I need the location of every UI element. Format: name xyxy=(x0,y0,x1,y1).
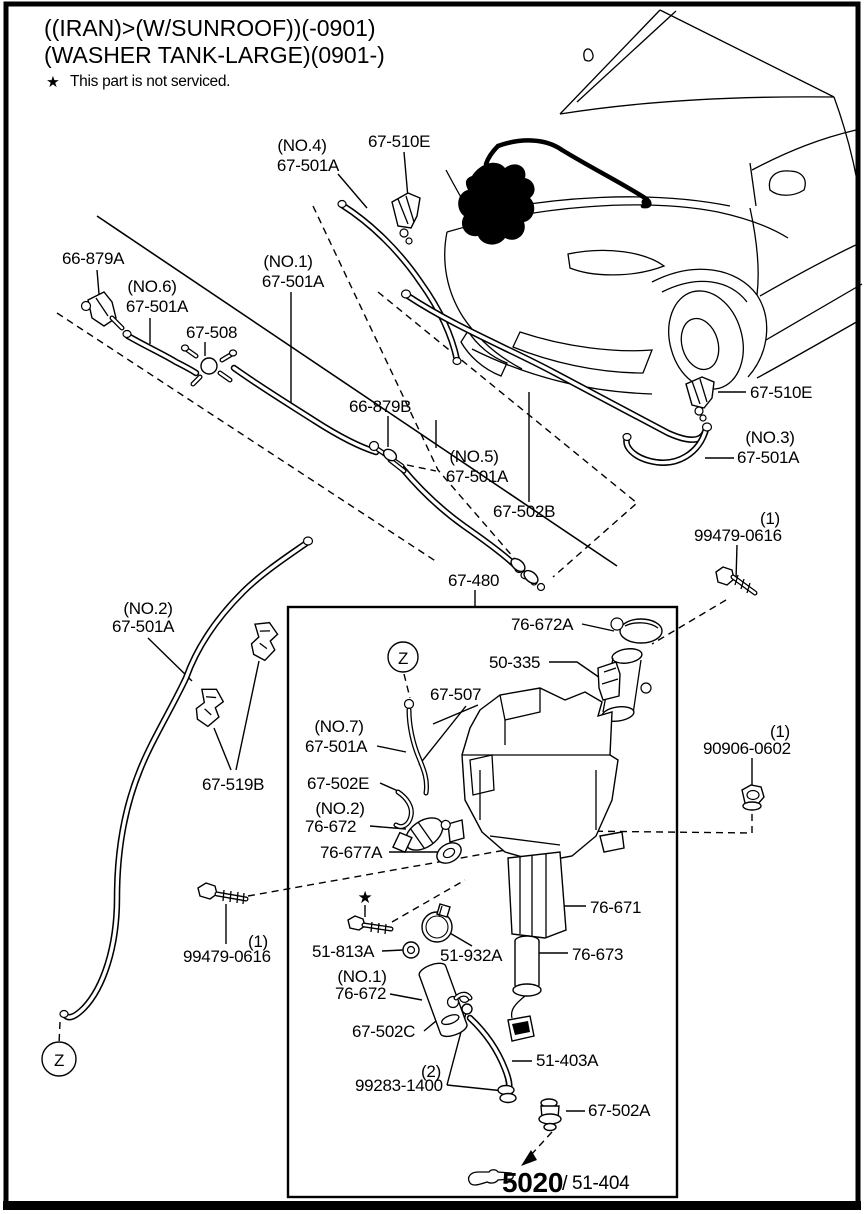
filter-76-673 xyxy=(508,936,541,1041)
label-66-879B: 66-879B xyxy=(349,397,412,416)
washer-components-highlight xyxy=(458,163,534,245)
zone-marker-top xyxy=(388,642,418,672)
label-pump2-qual: (NO.2) xyxy=(315,799,365,818)
label-no4-part: 67-501A xyxy=(276,156,340,175)
label-pump1-part: 76-672 xyxy=(335,984,387,1003)
tank-lower-76-671 xyxy=(508,852,566,938)
label-nozzle-right: 67-510E xyxy=(750,383,813,402)
label-bolt-top-part: 99479-0616 xyxy=(694,526,782,545)
label-66-879A: 66-879A xyxy=(62,249,125,268)
label-bolt-top-qty: (1) xyxy=(760,509,780,528)
side-mirror xyxy=(769,171,805,195)
page-separator: / xyxy=(562,1173,568,1195)
label-76-673: 76-673 xyxy=(572,945,624,964)
label-67-507: 67-507 xyxy=(430,685,482,704)
label-bolt-left-part: 99479-0616 xyxy=(183,947,271,966)
not-serviced-note: This part is not serviced. xyxy=(70,73,231,90)
label-nut-qty: (1) xyxy=(770,722,790,741)
label-no1-qual: (NO.1) xyxy=(263,252,313,271)
label-no7-part: 67-501A xyxy=(305,737,368,756)
hose-51-403A xyxy=(470,1018,509,1091)
label-nut-part: 90906-0602 xyxy=(703,739,791,758)
joint-67-508 xyxy=(182,345,237,384)
label-clamp-qty: (2) xyxy=(421,1062,441,1081)
label-no6-part: 67-501A xyxy=(125,297,189,316)
label-50-335: 50-335 xyxy=(489,653,541,672)
clip-67-519B-2 xyxy=(193,685,227,728)
label-pump1-qual: (NO.1) xyxy=(337,967,387,986)
grommet-76-677A xyxy=(433,839,465,868)
clamp-99283-2 xyxy=(498,1086,516,1103)
check-valve-66-879A xyxy=(82,292,123,328)
label-pump2-part: 76-672 xyxy=(305,817,357,836)
label-67-502B: 67-502B xyxy=(493,502,556,521)
hose-cowl-main xyxy=(402,290,707,440)
elbow-67-502E xyxy=(396,792,411,827)
diagram-header xyxy=(44,15,385,91)
tank-body xyxy=(448,688,624,862)
bolt-99479-0616-top xyxy=(716,567,755,593)
flow-arrow xyxy=(521,1132,552,1166)
bracket-50-335 xyxy=(598,662,620,700)
zone-letter-bottom: Z xyxy=(53,1051,65,1070)
clamp-51-932A xyxy=(422,904,452,942)
page-number: 5020 xyxy=(502,1167,564,1198)
label-no3-qual: (NO.3) xyxy=(745,428,795,447)
label-67-502A: 67-502A xyxy=(588,1101,651,1120)
label-no4-qual: (NO.4) xyxy=(277,136,327,155)
zone-letter-top: Z xyxy=(397,649,409,668)
not-serviced-star: ★ xyxy=(357,888,373,907)
label-no6-qual: (NO.6) xyxy=(127,277,177,296)
upper-small-parts xyxy=(82,193,756,593)
clamp-99283-1 xyxy=(462,1004,472,1014)
label-67-519B: 67-519B xyxy=(202,775,265,794)
car-illustration xyxy=(445,10,862,398)
label-no5-qual: (NO.5) xyxy=(449,447,499,466)
bolt-51-813A-star xyxy=(348,916,391,934)
label-no7-qual: (NO.7) xyxy=(314,717,364,736)
label-nozzle-top: 67-510E xyxy=(368,132,431,151)
check-valve-66-879B xyxy=(370,442,405,472)
label-no2-part: 67-501A xyxy=(112,617,175,636)
clip-67-519B-1 xyxy=(249,620,279,662)
label-76-672A: 76-672A xyxy=(511,615,574,634)
label-no5-part: 67-501A xyxy=(445,467,509,486)
page-reference xyxy=(502,1167,630,1198)
page-ref: 51-404 xyxy=(572,1173,630,1194)
label-51-813A: 51-813A xyxy=(312,942,375,961)
filter-connector xyxy=(508,1016,534,1041)
label-67-508: 67-508 xyxy=(186,323,238,342)
washer-ring-51-813A xyxy=(403,942,419,958)
title-line2: (WASHER TANK-LARGE)(0901-) xyxy=(44,42,385,68)
label-67-502C: 67-502C xyxy=(352,1022,416,1041)
label-67-480: 67-480 xyxy=(448,571,500,590)
label-clamp-part: 99283-1400 xyxy=(355,1076,443,1095)
nut-90906-0602 xyxy=(742,785,764,810)
bolt-99479-0616-left xyxy=(198,883,246,904)
title-line1: ((IRAN)>(W/SUNROOF))(-0901) xyxy=(44,15,376,41)
label-no1-part: 67-501A xyxy=(261,272,325,291)
label-76-671: 76-671 xyxy=(590,898,642,917)
label-no2-qual: (NO.2) xyxy=(123,599,173,618)
label-51-932A: 51-932A xyxy=(440,946,503,965)
label-51-403A: 51-403A xyxy=(536,1051,599,1070)
label-76-677A: 76-677A xyxy=(320,843,383,862)
nozzle-67-510E-right xyxy=(686,377,714,421)
tube-no7 xyxy=(405,700,427,794)
connector-67-480 xyxy=(509,556,545,590)
label-no3-part: 67-501A xyxy=(737,448,800,467)
joint-67-502A xyxy=(539,1099,561,1131)
hose-no2-long xyxy=(60,537,313,1018)
zone-marker-bottom xyxy=(42,1042,76,1076)
star-icon: ★ xyxy=(46,74,60,91)
nozzle-67-510E-top xyxy=(392,193,420,244)
label-67-502E: 67-502E xyxy=(307,774,370,793)
filler-cap-76-672A xyxy=(611,618,662,643)
label-bolt-left-qty: (1) xyxy=(248,932,268,951)
